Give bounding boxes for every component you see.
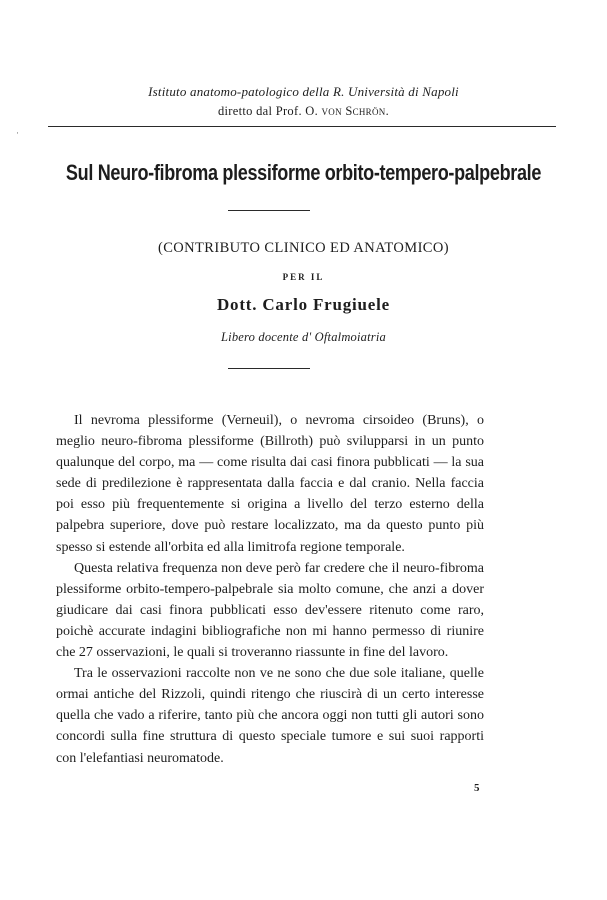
author-name: Dott. Carlo Frugiuele	[216, 295, 391, 314]
institute-header: Istituto anatomo-patologico della R. Università di Napoli	[148, 84, 459, 99]
margin-mark: ·	[16, 128, 19, 138]
paragraph-2: Questa relativa frequenza non deve però far credere che il neuro-fibroma plessiforme orbito-tempero-palpebrale sia molto comune, che anzi a dover giudicare dai casi finora pubblicati esso dev'essere ritenuto come raro, poichè accurate indagini bibliografiche non mi hanno permesso di riunire che 27 osservazioni, le quali si troveranno riassunte in fine del lavoro.	[56, 560, 484, 661]
paragraph-3: Tra le osservazioni raccolte non ve ne sono che due sole italiane, quelle ormai antiche del Rizzoli, quindi ritengo che riuscirà di un certo interesse quella che vado a riferire, tanto più che ancora oggi non tutti gli autori sono concordi sulla fine struttura di questo speciale tumore e sui suoi rapporti con l'elefantiasi neuromatode.	[56, 666, 484, 766]
paragraph-1: Il nevroma plessiforme (Verneuil), o nevroma cirsoideo (Bruns), o meglio neuro-fibroma plessiforme (Billroth) può svilupparsi in un punto qualunque del corpo, ma — come risulta dai casi finora pubblicati — la sua sede di predilezione è rappresentata dalla faccia e dal cranio. Nella faccia poi esso più frequentemente si origina a livello del terzo esterno della palpebra superiore, dove può restare localizzato, ma da questo punto più spesso si estende all'orbita ed alla limitrofa regione temporale.	[56, 413, 484, 555]
per-il-label: PER IL	[282, 272, 325, 282]
page-number: 5	[474, 782, 480, 794]
author-role: Libero docente d' Oftalmoiatria	[221, 330, 386, 344]
article-subtitle: (CONTRIBUTO CLINICO ED ANATOMICO)	[158, 240, 449, 256]
article-title: Sul Neuro-fibroma plessiforme orbito-tempero-palpebrale	[65, 160, 542, 185]
director-name: von Schrön.	[321, 104, 390, 118]
director-prefix: diretto dal Prof. O.	[217, 104, 319, 118]
director-line	[0, 104, 607, 119]
body-text	[56, 410, 484, 769]
title-rule	[228, 210, 310, 211]
header-rule	[48, 126, 556, 127]
author-rule	[228, 368, 310, 369]
